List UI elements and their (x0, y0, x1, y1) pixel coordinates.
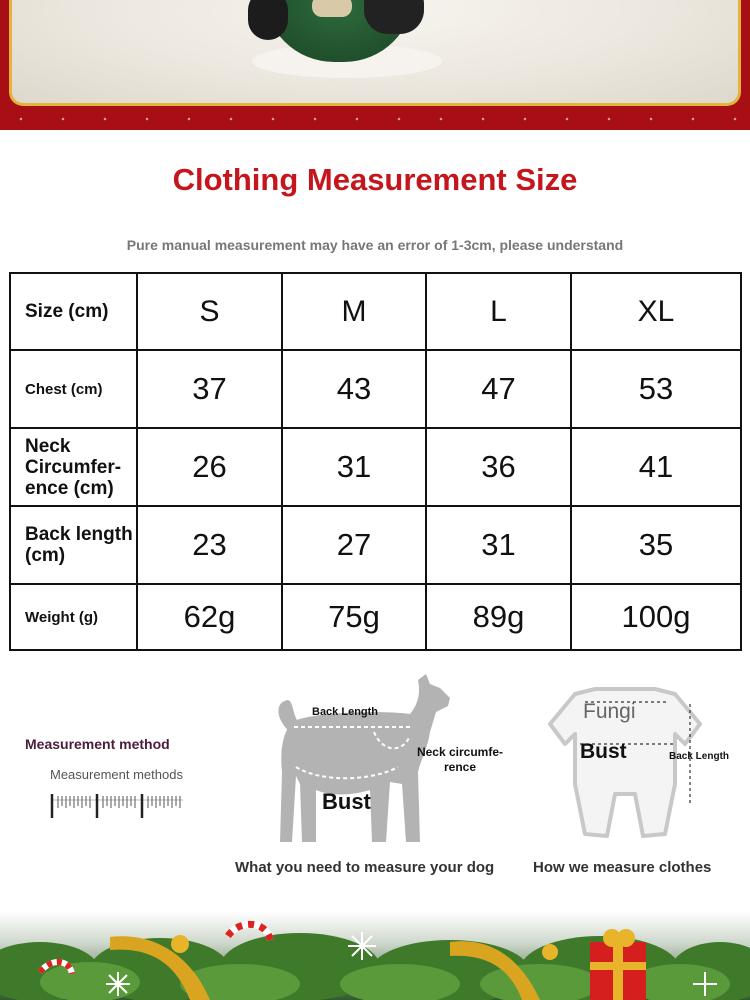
table-cell: 75g (282, 584, 426, 650)
page-title: Clothing Measurement Size (172, 162, 578, 197)
dog-bust-label: Bust (322, 789, 371, 814)
table-cell: 37 (137, 350, 282, 428)
table-row-weight (10, 584, 741, 650)
size-header-xl: XL (571, 273, 741, 350)
table-cell: 41 (571, 428, 741, 506)
clothes-bust-label: Bust (580, 740, 627, 763)
size-header-m: M (282, 273, 426, 350)
row-label-line: Circumfer- (25, 456, 122, 478)
dog-neck-label (410, 745, 510, 775)
table-cell: 47 (426, 350, 571, 428)
size-table (9, 272, 742, 651)
row-label-line: (cm) (25, 545, 66, 566)
measurement-method-title: Measurement method (25, 736, 170, 752)
table-cell: 26 (137, 428, 282, 506)
row-label-weight: Weight (g) (10, 584, 137, 650)
plush-hand (312, 0, 352, 17)
row-label-chest: Chest (cm) (10, 350, 137, 428)
dog-neck-line: rence (443, 760, 477, 774)
size-header-s: S (137, 273, 282, 350)
table-cell: 43 (282, 350, 426, 428)
christmas-garland-decoration (0, 912, 750, 1000)
clothes-fungi-label: Fungi (583, 700, 636, 723)
measurement-methods-label: Measurement methods (50, 767, 183, 782)
table-row-chest (10, 350, 741, 428)
size-header-l: L (426, 273, 571, 350)
row-label-line: ence (cm) (25, 477, 114, 499)
table-cell: 23 (137, 506, 282, 584)
table-cell: 89g (426, 584, 571, 650)
table-cell: 31 (282, 428, 426, 506)
page-subtitle: Pure manual measurement may have an error of 1-3cm, please understand (126, 237, 624, 253)
top-banner (0, 0, 750, 130)
row-label-neck (10, 428, 137, 506)
table-row-neck (10, 428, 741, 506)
clothes-back-length-label: Back Length (669, 751, 730, 762)
row-label-back-length (10, 506, 137, 584)
dog-back-length-label: Back Length (312, 706, 379, 718)
row-label-line: Back length (25, 524, 133, 545)
dog-neck-line: Neck circumfe- (416, 745, 504, 759)
table-header-row (10, 273, 741, 350)
table-row-back-length (10, 506, 741, 584)
table-cell: 36 (426, 428, 571, 506)
table-cell: 100g (571, 584, 741, 650)
table-cell: 31 (426, 506, 571, 584)
plush-boot-left (248, 0, 288, 40)
table-cell: 27 (282, 506, 426, 584)
product-photo (9, 0, 741, 106)
plush-boot-right (364, 0, 424, 34)
ruler-icon (50, 790, 185, 818)
clothes-caption: How we measure clothes (533, 859, 712, 876)
table-cell: 62g (137, 584, 282, 650)
header-label: Size (cm) (10, 273, 137, 350)
row-label-line: Neck (25, 435, 71, 457)
table-cell: 53 (571, 350, 741, 428)
banner-dots (0, 112, 750, 126)
table-cell: 35 (571, 506, 741, 584)
dog-caption: What you need to measure your dog (235, 859, 495, 876)
